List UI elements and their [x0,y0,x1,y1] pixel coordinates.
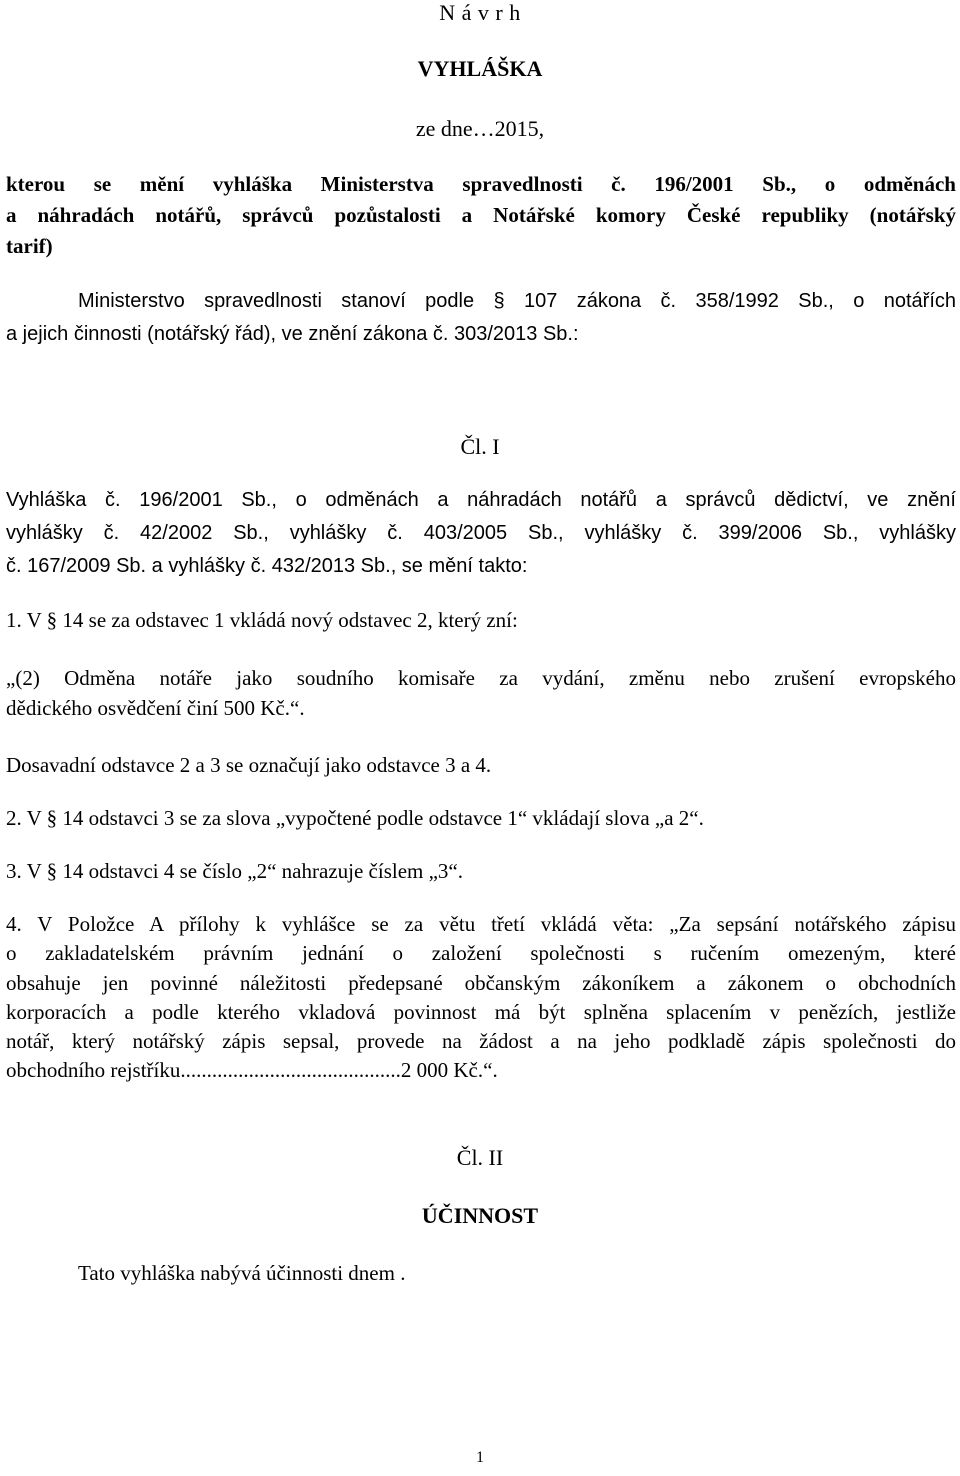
quoted-paragraph [6,663,956,723]
article-1-heading: Čl. I [460,434,500,459]
preamble-line: Ministerstvo spravedlnosti stanoví podle § 107 zákona č. 358/1992 Sb., o notářích [78,290,956,312]
preamble [6,285,956,351]
decree-title-line: kterou se mění vyhláška Ministerstva spravedlnosti č. 196/2001 Sb., o odměnách [6,172,956,196]
amendment-point-4-line: 4. V Položce A přílohy k vyhlášce se za větu třetí vkládá věta: „Za sepsání notářského zápisu [6,912,956,936]
quoted-paragraph-line: dědického osvědčení činí 500 Kč.“. [6,696,305,720]
article-2-subheading: ÚČINNOST [421,1203,539,1228]
amendment-point-4 [6,910,956,1086]
preamble-line: a jejich činnosti (notářský řád), ve znění zákona č. 303/2013 Sb.: [6,323,579,345]
decree-title [6,169,956,262]
article-1-intro-line: vyhlášky č. 42/2002 Sb., vyhlášky č. 403/2005 Sb., vyhlášky č. 399/2006 Sb., vyhlášky [6,522,956,544]
renumbering-note: Dosavadní odstavce 2 a 3 se označují jako odstavce 3 a 4. [6,753,492,777]
amendment-point-4-line: obchodního rejstříku..........................................2 000 Kč.“. [6,1058,498,1083]
amendment-point-4-line: notář, který notářský zápis sepsal, provede na žádost a na jeho podkladě zápis společnosti do [6,1029,956,1054]
amendment-point-1: 1. V § 14 se za odstavec 1 vkládá nový odstavec 2, který zní: [6,608,518,632]
decree-title-line: tarif) [6,234,53,258]
article-1-intro-line: č. 167/2009 Sb. a vyhlášky č. 432/2013 Sb., se mění takto: [6,555,528,577]
date-line: ze dne…2015, [415,116,545,141]
page-number: 1 [476,1449,484,1466]
draft-label: N á v r h [439,0,521,25]
document-type-title: VYHLÁŠKA [417,56,543,81]
article-2-heading: Čl. II [456,1145,504,1170]
quoted-paragraph-line: „(2) Odměna notáře jako soudního komisaře za vydání, změnu nebo zrušení evropského [6,666,956,690]
effective-date-text: Tato vyhláška nabývá účinnosti dnem . [78,1261,406,1285]
amendment-point-2: 2. V § 14 odstavci 3 se za slova „vypočtené podle odstavce 1“ vkládají slova „a 2“. [6,806,704,830]
amendment-point-4-line: o zakladatelském právním jednání o založení společnosti s ručením omezeným, které [6,941,956,966]
article-1-intro [6,484,956,583]
decree-title-line: a náhradách notářů, správců pozůstalosti a Notářské komory České republiky (notářský [6,203,956,227]
amendment-point-3: 3. V § 14 odstavci 4 se číslo „2“ nahrazuje číslem „3“. [6,859,464,883]
amendment-point-4-line: korporacích a podle kterého vkladová povinnost má být splněna splacením v penězích, jestliže [6,999,956,1024]
amendment-point-4-line: obsahuje jen povinné náležitosti předepsané občanským zákoníkem a zákonem o obchodních [6,970,956,995]
article-1-intro-line: Vyhláška č. 196/2001 Sb., o odměnách a náhradách notářů a správců dědictví, ve znění [6,489,956,511]
